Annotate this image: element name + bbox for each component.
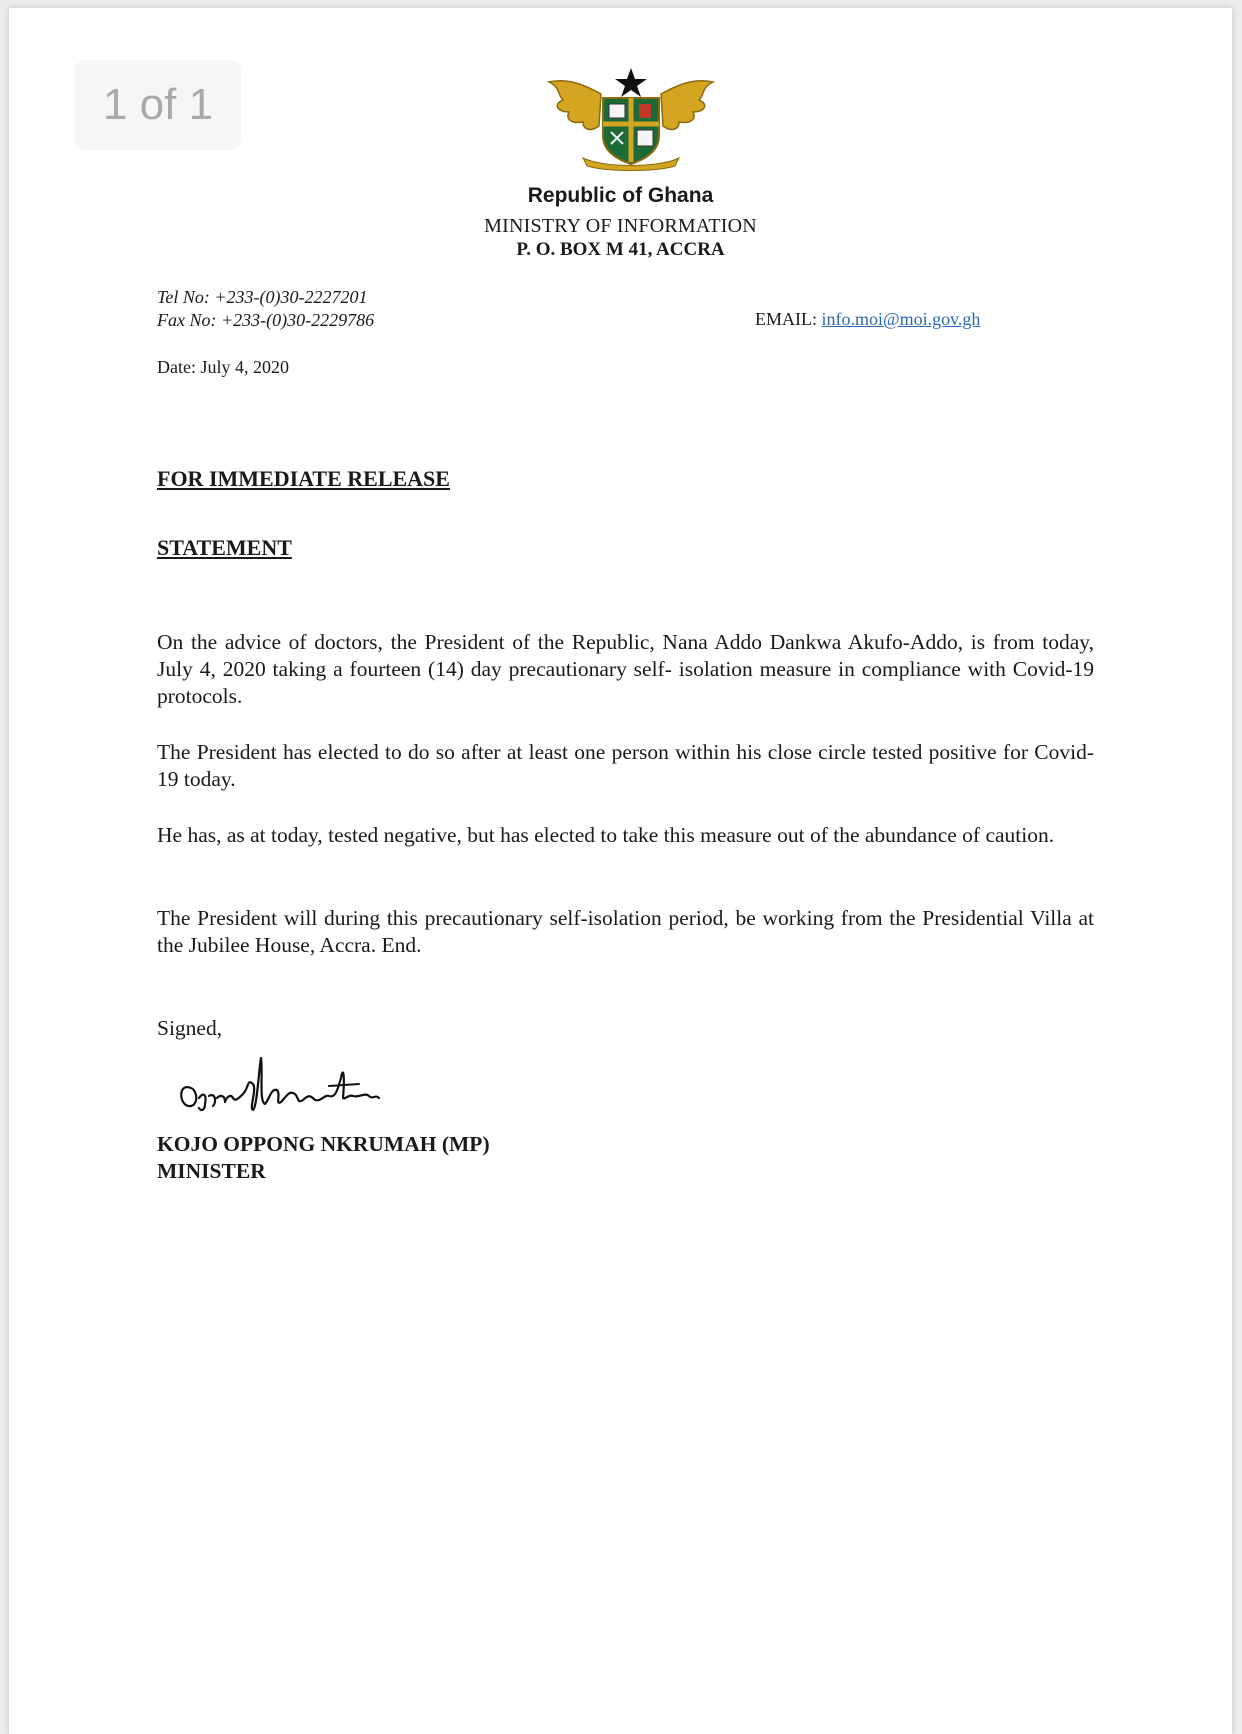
coat-of-arms-emblem [543, 64, 719, 172]
handwritten-signature [169, 1048, 419, 1116]
fax-number: Fax No: +233-(0)30-2229786 [157, 310, 375, 330]
release-heading: FOR IMMEDIATE RELEASE [157, 466, 450, 491]
republic-heading: Republic of Ghana [527, 184, 714, 207]
email-label: EMAIL: [755, 309, 817, 329]
ministry-heading: MINISTRY OF INFORMATION [484, 215, 757, 237]
body-paragraph: The President will during this precautionary self-isolation period, be working from the Presidential Villa at the Jubilee House, Accra. End. [157, 906, 1094, 957]
page-indicator: 1 of 1 [75, 60, 241, 150]
document-date: Date: July 4, 2020 [157, 357, 289, 377]
body-paragraph: The President has elected to do so after at least one person within his close circle tested positive for Covid-19 today. [157, 740, 1094, 791]
statement-heading: STATEMENT [157, 535, 292, 560]
signed-label: Signed, [157, 1016, 223, 1040]
signer-name: KOJO OPPONG NKRUMAH (MP) [157, 1132, 490, 1156]
document-page [9, 8, 1232, 1734]
telephone-number: Tel No: +233-(0)30-2227201 [157, 287, 368, 307]
signer-title: MINISTER [157, 1159, 266, 1183]
postal-address: P. O. BOX M 41, ACCRA [516, 239, 725, 260]
email-line [755, 309, 980, 330]
body-paragraph: On the advice of doctors, the President of the Republic, Nana Addo Dankwa Akufo-Addo, is from today, July 4, 2020 taking a fourteen (14) day precautionary self- isolation measure in compliance with Covid-19 protocols. [157, 630, 1094, 708]
body-paragraph: He has, as at today, tested negative, but has elected to take this measure out of the abundance of caution. [157, 823, 1055, 847]
signatory [157, 1131, 490, 1185]
email-link[interactable]: info.moi@moi.gov.gh [821, 309, 981, 329]
